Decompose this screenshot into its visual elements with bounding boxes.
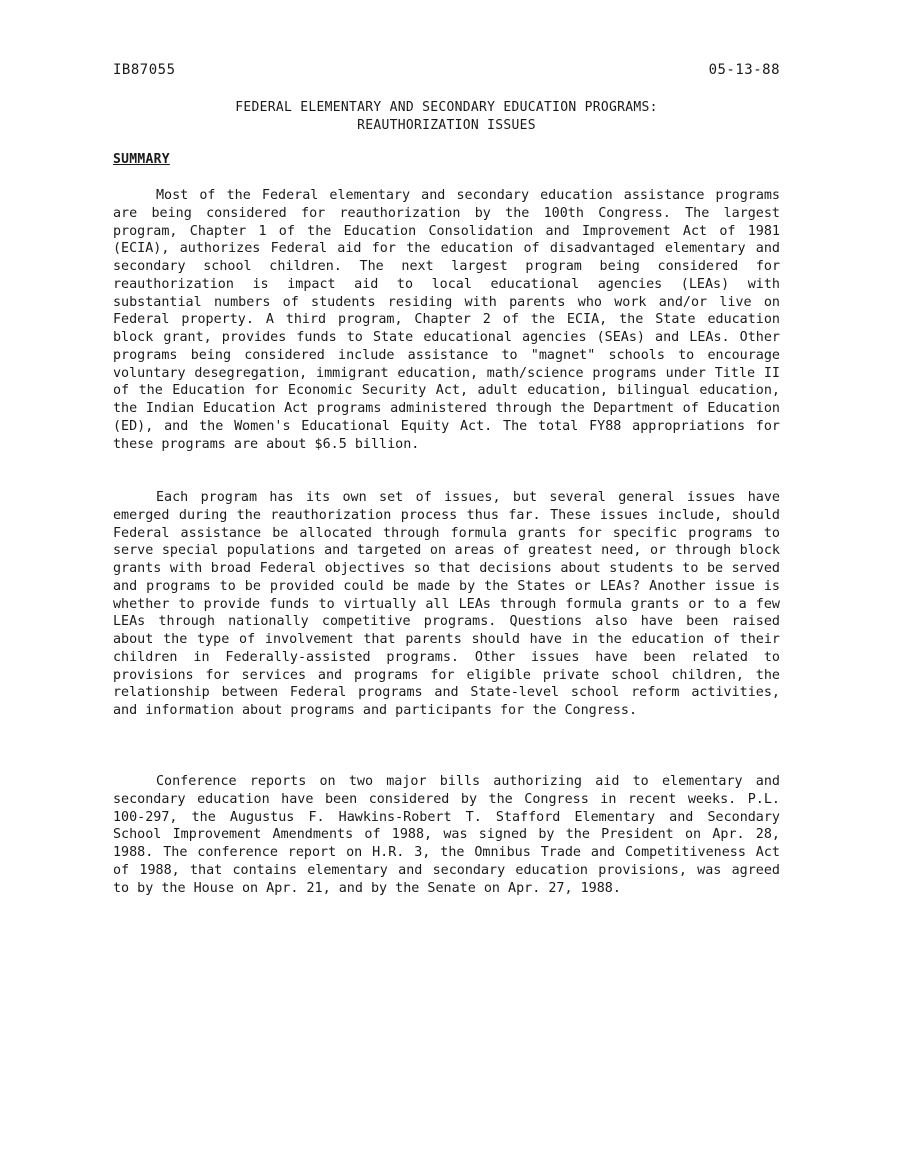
paragraph-text: Conference reports on two major bills authorizing aid to elementary and secondary education have been considered by the Congress in recent weeks. P.L. 100-297, the Augustus F. Hawkins-Robert T. Stafford Elementary and Secondary School Improvement Amendments of 1988, was signed by the President on Apr. 28, 1988. The conference report on H.R. 3, the Omnibus Trade and Competitiveness Act of 1988, that contains elementary and secondary education provisions, was agreed to by the House on Apr. 21, and by the Senate on Apr. 27, 1988. [113, 774, 780, 896]
summary-paragraph-2 [113, 489, 780, 720]
page-title-line-2: REAUTHORIZATION ISSUES [357, 118, 536, 133]
summary-paragraph-3 [113, 773, 780, 897]
summary-heading: SUMMARY [113, 152, 170, 167]
document-id: IB87055 [113, 62, 176, 78]
document-date: 05-13-88 [708, 62, 780, 78]
summary-paragraph-1 [113, 187, 780, 453]
paragraph-text: Each program has its own set of issues, but several general issues have emerged during the reauthorization process thus far. These issues include, should Federal assistance be allocated through formula grants for specific programs to serve special populations and targeted on areas of greatest need, or through block grants with broad Federal objectives so that decisions about students to be served and programs to be provided could be made by the States or LEAs? Another issue is whether to provide funds to virtually all LEAs through formula grants or to a few LEAs through nationally competitive programs. Questions also have been raised about the type of involvement that parents should have in the education of their children in Federally-assisted programs. Other issues have been related to provisions for services and programs for eligible private school children, the relationship between Federal programs and State-level school reform activities, and information about programs and participants for the Congress. [113, 490, 780, 718]
page-title-line-1: FEDERAL ELEMENTARY AND SECONDARY EDUCATION PROGRAMS: [235, 100, 658, 115]
paragraph-text: Most of the Federal elementary and secondary education assistance programs are being considered for reauthorization by the 100th Congress. The largest program, Chapter 1 of the Education Consolidation and Improvement Act of 1981 (ECIA), authorizes Federal aid for the education of disadvantaged elementary and secondary school children. The next largest program being considered for reauthorization is impact aid to local educational agencies (LEAs) with substantial numbers of students residing with parents who work and/or live on Federal property. A third program, Chapter 2 of the ECIA, the State education block grant, provides funds to State educational agencies (SEAs) and LEAs. Other programs being considered include assistance to "magnet" schools to encourage voluntary desegregation, immigrant education, math/science programs under Title II of the Education for Economic Security Act, adult education, bilingual education, the Indian Education Act programs administered through the Department of Education (ED), and the Women's Educational Equity Act. The total FY88 appropriations for these programs are about $6.5 billion. [113, 188, 780, 452]
